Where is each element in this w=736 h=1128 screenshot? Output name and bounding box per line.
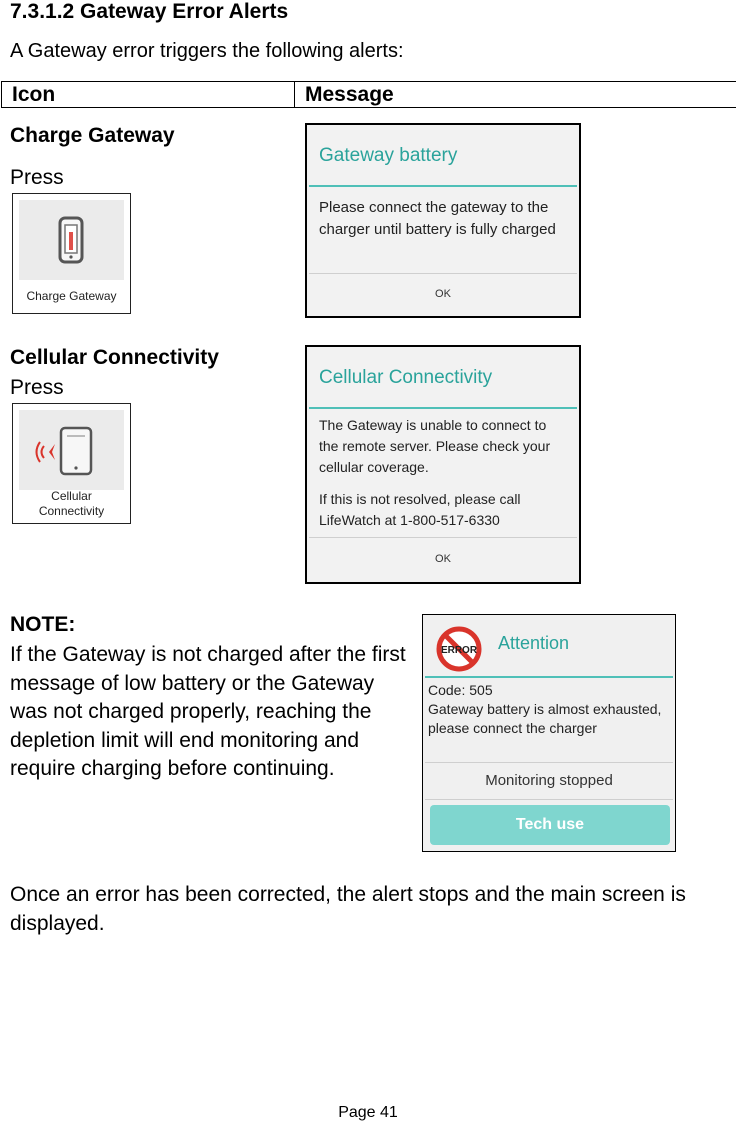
dialog-title-divider xyxy=(309,185,577,187)
battery-phone-icon xyxy=(19,200,124,280)
note-title: NOTE: xyxy=(10,613,76,636)
gateway-battery-dialog xyxy=(305,123,581,318)
charge-gateway-button[interactable] xyxy=(12,193,131,314)
attention-title: Attention xyxy=(498,633,570,653)
dialog-ok-button[interactable]: OK xyxy=(435,553,451,565)
note-body: If the Gateway is not charged after the first message of low battery or the Gateway was not charged properly, reaching the depletion limit will end monitoring and require charging before continuing. xyxy=(10,643,406,780)
charge-gateway-label: Charge Gateway xyxy=(10,124,175,147)
cellular-press-text: Press xyxy=(10,376,64,399)
dialog-ok-button[interactable]: OK xyxy=(435,288,451,300)
charge-icon-tile xyxy=(19,200,124,280)
column-header-message: Message xyxy=(305,83,394,106)
page-number: Page 41 xyxy=(338,1104,398,1121)
cellular-icon-caption-line1: Cellular xyxy=(51,489,92,503)
error-icon xyxy=(433,626,485,672)
dialog-message: The Gateway is unable to connect to the remote server. Please check your cellular coverage. xyxy=(319,417,551,475)
cellular-icon-tile xyxy=(19,410,124,490)
error-code: Code: 505 xyxy=(428,682,493,698)
charge-press-text: Press xyxy=(10,166,64,189)
error-message: Gateway battery is almost exhausted, please connect the charger xyxy=(428,701,662,736)
attention-divider-bottom xyxy=(425,799,673,800)
dialog-message-support: If this is not resolved, please call LifeWatch at 1-800-517-6330 xyxy=(319,491,521,528)
dialog-message: Please connect the gateway to the charger until battery is fully charged xyxy=(319,199,556,238)
cellular-connectivity-button[interactable] xyxy=(12,403,131,524)
attention-body xyxy=(428,681,669,738)
dialog-divider xyxy=(309,537,577,538)
charge-icon-caption: Charge Gateway xyxy=(26,289,117,303)
table-header xyxy=(1,81,736,108)
cellular-connectivity-dialog xyxy=(305,345,581,584)
attention-title-divider xyxy=(425,676,673,678)
section-heading: 7.3.1.2 Gateway Error Alerts xyxy=(10,0,289,23)
intro-text: A Gateway error triggers the following alerts: xyxy=(10,40,404,62)
tech-use-button[interactable]: Tech use xyxy=(430,805,670,845)
cellular-connectivity-label: Cellular Connectivity xyxy=(10,346,219,369)
dialog-title: Gateway battery xyxy=(319,145,458,166)
column-header-icon: Icon xyxy=(2,82,295,107)
closing-paragraph: Once an error has been corrected, the alert stops and the main screen is displayed. xyxy=(10,883,686,935)
monitoring-status: Monitoring stopped xyxy=(485,772,613,789)
cellular-signal-icon xyxy=(19,410,124,490)
dialog-title: Cellular Connectivity xyxy=(319,367,493,388)
attention-dialog xyxy=(422,614,676,852)
dialog-title-divider xyxy=(309,407,577,409)
attention-divider-top xyxy=(425,762,673,763)
cellular-icon-caption-line2: Connectivity xyxy=(38,504,105,518)
error-icon-text: ERROR xyxy=(440,645,478,656)
dialog-divider xyxy=(309,273,577,274)
